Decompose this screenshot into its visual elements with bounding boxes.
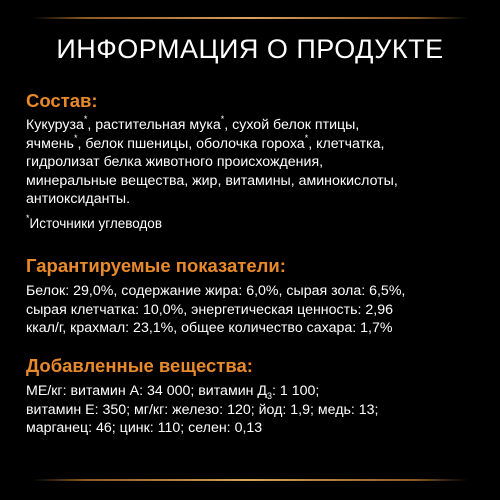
additives-line-1: [26, 382, 481, 401]
guaranteed-line-2: сырая клетчатка: 10,0%, энергетическая ценность: 2,96: [26, 301, 393, 318]
composition-line-4: минеральные вещества, жир, витамины, аминокислоты,: [26, 172, 398, 189]
asterisk-mark: *: [83, 114, 88, 125]
guaranteed-text: [26, 282, 481, 338]
bottom-gold-divider: [32, 479, 468, 481]
guaranteed-heading: Гарантируемые показатели:: [26, 255, 286, 276]
composition-line-1: [26, 116, 481, 135]
ingredient-fiber: , клетчатка,: [308, 135, 385, 152]
composition-line-2: [26, 132, 481, 154]
page-title: ИНФОРМАЦИЯ О ПРОДУКТЕ: [56, 34, 444, 64]
additives-section: [26, 355, 481, 438]
footnote-text: Источники углеводов: [29, 215, 162, 231]
composition-line-3: гидролизат белка животного происхождения,: [26, 154, 324, 170]
composition-text: [26, 116, 481, 209]
guaranteed-section: [26, 255, 481, 338]
composition-section: [26, 90, 481, 233]
top-gold-divider: [32, 17, 468, 19]
ingredient-wheat-pea: , белок пшеницы, оболочка гороха: [77, 135, 305, 152]
additives-heading: Добавленные вещества:: [26, 355, 253, 376]
additives-line-3: марганец: 46; цинк: 110; селен: 0,13: [26, 420, 263, 436]
ingredient-flour: , растительная мука: [87, 117, 221, 133]
guaranteed-line-3: ккал/г, крахмал: 23,1%, общее количество сахара: 1,7%: [26, 320, 393, 336]
vitamins-iu: МЕ/кг: витамин А: 34 000; витамин Д: [26, 383, 268, 399]
composition-line-5: антиоксиданты.: [26, 191, 131, 207]
asterisk-mark: *: [73, 132, 78, 143]
asterisk-mark: *: [26, 213, 30, 223]
vitamin-d-value: : 1 100;: [272, 383, 320, 399]
asterisk-mark: *: [220, 114, 225, 125]
ingredient-barley: ячмень: [26, 135, 74, 152]
guaranteed-line-1: Белок: 29,0%, содержание жира: 6,0%, сырая зола: 6,5%,: [26, 283, 406, 299]
composition-heading: Состав:: [26, 90, 98, 111]
ingredient-corn: Кукуруза: [26, 117, 84, 133]
carbohydrate-footnote: [26, 215, 481, 233]
vitamin-d-subscript: 3: [267, 390, 273, 401]
additives-text: [26, 382, 481, 438]
asterisk-mark: *: [304, 132, 309, 143]
additives-line-2: витамин Е: 350; мг/кг: железо: 120; йод: 1,9; медь: 13;: [26, 401, 379, 418]
ingredient-poultry: , сухой белок птицы,: [224, 117, 360, 133]
